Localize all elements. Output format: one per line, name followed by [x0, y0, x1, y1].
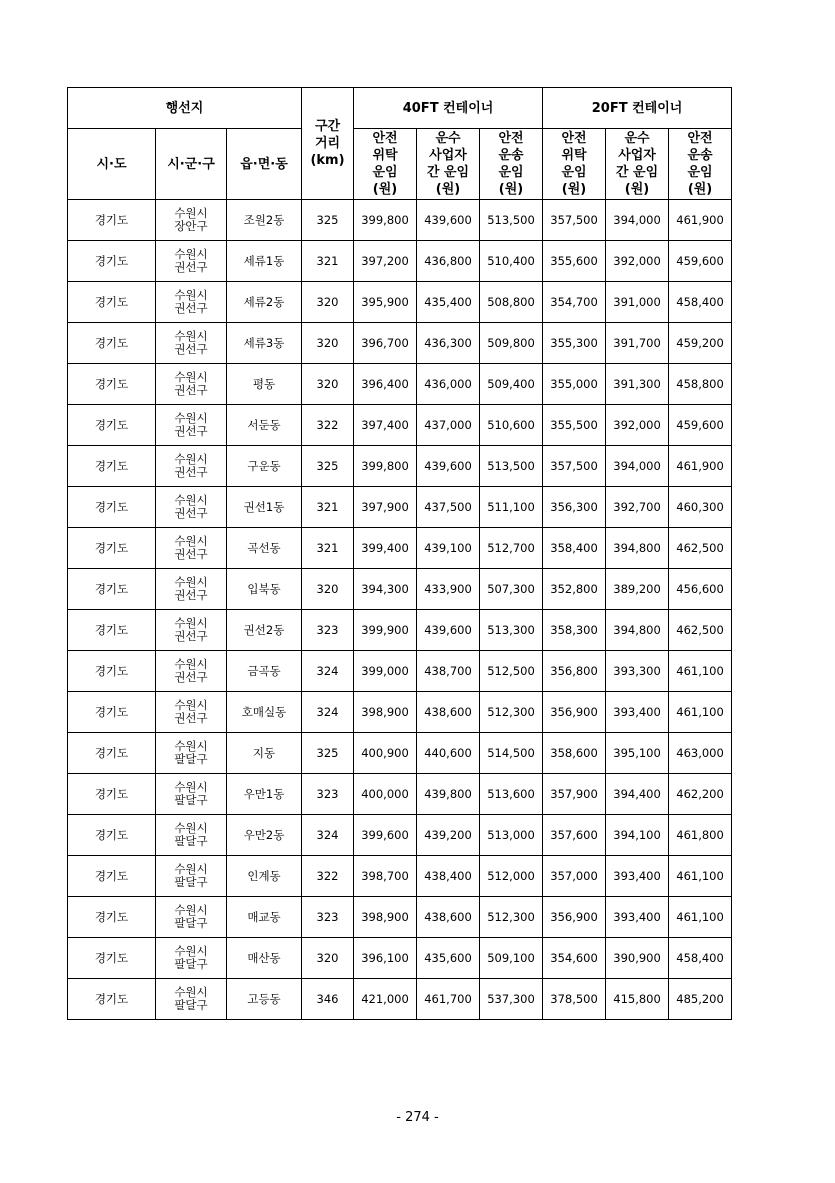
cell-20ft-transport-rate: 459,200 — [669, 323, 732, 364]
cell-sido: 경기도 — [68, 979, 156, 1020]
cell-distance-km: 325 — [302, 446, 354, 487]
cell-sido: 경기도 — [68, 241, 156, 282]
cell-sigungu: 수원시 권선구 — [156, 282, 227, 323]
cell-40ft-carrier-rate: 439,600 — [417, 446, 480, 487]
table-row — [68, 323, 732, 364]
cell-20ft-trust-rate: 357,500 — [543, 200, 606, 241]
cell-40ft-transport-rate: 511,100 — [480, 487, 543, 528]
cell-dong: 조원2동 — [227, 200, 302, 241]
cell-20ft-transport-rate: 461,100 — [669, 692, 732, 733]
cell-40ft-trust-rate: 396,400 — [354, 364, 417, 405]
cell-40ft-trust-rate: 396,700 — [354, 323, 417, 364]
cell-20ft-carrier-rate: 394,800 — [606, 528, 669, 569]
cell-20ft-carrier-rate: 391,300 — [606, 364, 669, 405]
cell-20ft-carrier-rate: 394,000 — [606, 446, 669, 487]
cell-distance-km: 321 — [302, 487, 354, 528]
cell-40ft-trust-rate: 397,400 — [354, 405, 417, 446]
cell-distance-km: 320 — [302, 323, 354, 364]
cell-dong: 서둔동 — [227, 405, 302, 446]
cell-20ft-transport-rate: 458,400 — [669, 282, 732, 323]
cell-40ft-transport-rate: 513,500 — [480, 200, 543, 241]
cell-40ft-carrier-rate: 439,200 — [417, 815, 480, 856]
cell-40ft-carrier-rate: 461,700 — [417, 979, 480, 1020]
cell-sido: 경기도 — [68, 200, 156, 241]
cell-20ft-carrier-rate: 393,400 — [606, 692, 669, 733]
cell-20ft-carrier-rate: 391,700 — [606, 323, 669, 364]
cell-20ft-trust-rate: 357,500 — [543, 446, 606, 487]
cell-20ft-carrier-rate: 394,100 — [606, 815, 669, 856]
cell-20ft-transport-rate: 459,600 — [669, 405, 732, 446]
cell-dong: 세류3동 — [227, 323, 302, 364]
cell-sido: 경기도 — [68, 487, 156, 528]
cell-20ft-trust-rate: 378,500 — [543, 979, 606, 1020]
cell-20ft-carrier-rate: 394,400 — [606, 774, 669, 815]
cell-sido: 경기도 — [68, 692, 156, 733]
header-distance: 구간 거리 (km) — [302, 88, 354, 200]
cell-distance-km: 320 — [302, 938, 354, 979]
cell-40ft-carrier-rate: 436,000 — [417, 364, 480, 405]
cell-40ft-trust-rate: 398,900 — [354, 897, 417, 938]
header-origin: 행선지 — [68, 88, 302, 129]
cell-40ft-transport-rate: 509,400 — [480, 364, 543, 405]
cell-40ft-carrier-rate: 438,400 — [417, 856, 480, 897]
cell-40ft-transport-rate: 512,300 — [480, 692, 543, 733]
cell-dong: 세류2동 — [227, 282, 302, 323]
cell-40ft-trust-rate: 398,900 — [354, 692, 417, 733]
cell-20ft-transport-rate: 462,500 — [669, 528, 732, 569]
cell-dong: 호매실동 — [227, 692, 302, 733]
cell-dong: 곡선동 — [227, 528, 302, 569]
table-header-row-2 — [68, 129, 732, 200]
cell-20ft-carrier-rate: 394,800 — [606, 610, 669, 651]
cell-20ft-carrier-rate: 389,200 — [606, 569, 669, 610]
cell-sigungu: 수원시 팔달구 — [156, 733, 227, 774]
cell-40ft-transport-rate: 513,500 — [480, 446, 543, 487]
cell-distance-km: 325 — [302, 733, 354, 774]
header-sigungu: 시·군·구 — [156, 129, 227, 200]
table-row — [68, 733, 732, 774]
cell-40ft-trust-rate: 397,200 — [354, 241, 417, 282]
cell-40ft-carrier-rate: 439,600 — [417, 610, 480, 651]
cell-40ft-trust-rate: 400,000 — [354, 774, 417, 815]
header-20ft-transport-rate: 안전 운송 운임 (원) — [669, 129, 732, 200]
cell-40ft-trust-rate: 398,700 — [354, 856, 417, 897]
table-row — [68, 282, 732, 323]
cell-40ft-transport-rate: 514,500 — [480, 733, 543, 774]
cell-20ft-trust-rate: 356,300 — [543, 487, 606, 528]
cell-40ft-trust-rate: 394,300 — [354, 569, 417, 610]
cell-sido: 경기도 — [68, 405, 156, 446]
cell-40ft-trust-rate: 397,900 — [354, 487, 417, 528]
cell-distance-km: 321 — [302, 241, 354, 282]
cell-40ft-trust-rate: 396,100 — [354, 938, 417, 979]
cell-dong: 권선2동 — [227, 610, 302, 651]
cell-40ft-trust-rate: 399,000 — [354, 651, 417, 692]
cell-dong: 금곡동 — [227, 651, 302, 692]
cell-20ft-trust-rate: 358,300 — [543, 610, 606, 651]
cell-sigungu: 수원시 팔달구 — [156, 979, 227, 1020]
cell-40ft-transport-rate: 508,800 — [480, 282, 543, 323]
cell-40ft-trust-rate: 421,000 — [354, 979, 417, 1020]
page-number: - 274 - — [396, 1110, 439, 1125]
cell-sigungu: 수원시 권선구 — [156, 487, 227, 528]
cell-40ft-transport-rate: 512,700 — [480, 528, 543, 569]
cell-40ft-transport-rate: 507,300 — [480, 569, 543, 610]
cell-sigungu: 수원시 권선구 — [156, 323, 227, 364]
table-row — [68, 200, 732, 241]
cell-20ft-trust-rate: 354,600 — [543, 938, 606, 979]
cell-sido: 경기도 — [68, 815, 156, 856]
cell-20ft-carrier-rate: 415,800 — [606, 979, 669, 1020]
cell-distance-km: 323 — [302, 897, 354, 938]
cell-sigungu: 수원시 팔달구 — [156, 856, 227, 897]
cell-40ft-carrier-rate: 438,700 — [417, 651, 480, 692]
cell-distance-km: 324 — [302, 815, 354, 856]
cell-40ft-carrier-rate: 438,600 — [417, 897, 480, 938]
cell-40ft-transport-rate: 510,400 — [480, 241, 543, 282]
cell-sigungu: 수원시 권선구 — [156, 569, 227, 610]
table-row — [68, 815, 732, 856]
cell-sigungu: 수원시 장안구 — [156, 200, 227, 241]
cell-40ft-trust-rate: 399,800 — [354, 446, 417, 487]
cell-40ft-trust-rate: 399,400 — [354, 528, 417, 569]
cell-sido: 경기도 — [68, 651, 156, 692]
cell-dong: 고등동 — [227, 979, 302, 1020]
table-row — [68, 364, 732, 405]
cell-20ft-trust-rate: 356,800 — [543, 651, 606, 692]
cell-sigungu: 수원시 권선구 — [156, 446, 227, 487]
cell-40ft-carrier-rate: 437,500 — [417, 487, 480, 528]
cell-20ft-carrier-rate: 390,900 — [606, 938, 669, 979]
cell-distance-km: 320 — [302, 282, 354, 323]
cell-20ft-transport-rate: 461,900 — [669, 200, 732, 241]
cell-sigungu: 수원시 권선구 — [156, 651, 227, 692]
cell-sigungu: 수원시 권선구 — [156, 610, 227, 651]
cell-sigungu: 수원시 권선구 — [156, 528, 227, 569]
cell-40ft-transport-rate: 513,000 — [480, 815, 543, 856]
cell-dong: 구운동 — [227, 446, 302, 487]
cell-40ft-carrier-rate: 439,600 — [417, 200, 480, 241]
cell-20ft-transport-rate: 459,600 — [669, 241, 732, 282]
table-row — [68, 610, 732, 651]
cell-20ft-trust-rate: 352,800 — [543, 569, 606, 610]
cell-20ft-carrier-rate: 394,000 — [606, 200, 669, 241]
cell-dong: 우만2동 — [227, 815, 302, 856]
cell-40ft-carrier-rate: 440,600 — [417, 733, 480, 774]
table-row — [68, 651, 732, 692]
cell-40ft-transport-rate: 509,800 — [480, 323, 543, 364]
cell-40ft-carrier-rate: 435,600 — [417, 938, 480, 979]
cell-20ft-transport-rate: 485,200 — [669, 979, 732, 1020]
header-40ft-container: 40FT 컨테이너 — [354, 88, 543, 129]
cell-distance-km: 323 — [302, 774, 354, 815]
table-row — [68, 405, 732, 446]
cell-sigungu: 수원시 권선구 — [156, 405, 227, 446]
cell-sido: 경기도 — [68, 569, 156, 610]
table-row — [68, 938, 732, 979]
cell-distance-km: 324 — [302, 651, 354, 692]
cell-sigungu: 수원시 권선구 — [156, 692, 227, 733]
cell-distance-km: 325 — [302, 200, 354, 241]
cell-40ft-carrier-rate: 438,600 — [417, 692, 480, 733]
cell-distance-km: 320 — [302, 364, 354, 405]
cell-dong: 매교동 — [227, 897, 302, 938]
cell-sigungu: 수원시 팔달구 — [156, 897, 227, 938]
cell-sido: 경기도 — [68, 282, 156, 323]
header-20ft-container: 20FT 컨테이너 — [543, 88, 732, 129]
table-row — [68, 692, 732, 733]
cell-20ft-trust-rate: 356,900 — [543, 692, 606, 733]
cell-20ft-trust-rate: 356,900 — [543, 897, 606, 938]
cell-20ft-trust-rate: 358,400 — [543, 528, 606, 569]
header-40ft-carrier-rate: 운수 사업자 간 운임 (원) — [417, 129, 480, 200]
cell-sido: 경기도 — [68, 733, 156, 774]
table-row — [68, 774, 732, 815]
header-40ft-transport-rate: 안전 운송 운임 (원) — [480, 129, 543, 200]
cell-40ft-transport-rate: 512,300 — [480, 897, 543, 938]
cell-20ft-trust-rate: 354,700 — [543, 282, 606, 323]
header-20ft-carrier-rate: 운수 사업자 간 운임 (원) — [606, 129, 669, 200]
cell-dong: 입북동 — [227, 569, 302, 610]
cell-40ft-trust-rate: 400,900 — [354, 733, 417, 774]
cell-sido: 경기도 — [68, 528, 156, 569]
cell-20ft-carrier-rate: 393,400 — [606, 897, 669, 938]
cell-dong: 인계동 — [227, 856, 302, 897]
cell-40ft-transport-rate: 513,600 — [480, 774, 543, 815]
cell-20ft-transport-rate: 462,200 — [669, 774, 732, 815]
cell-20ft-transport-rate: 463,000 — [669, 733, 732, 774]
cell-40ft-transport-rate: 513,300 — [480, 610, 543, 651]
cell-sido: 경기도 — [68, 446, 156, 487]
cell-distance-km: 323 — [302, 610, 354, 651]
cell-40ft-transport-rate: 512,500 — [480, 651, 543, 692]
cell-distance-km: 321 — [302, 528, 354, 569]
cell-20ft-transport-rate: 462,500 — [669, 610, 732, 651]
cell-sido: 경기도 — [68, 323, 156, 364]
cell-sido: 경기도 — [68, 364, 156, 405]
table-row — [68, 528, 732, 569]
cell-distance-km: 322 — [302, 405, 354, 446]
table-row — [68, 446, 732, 487]
cell-sido: 경기도 — [68, 856, 156, 897]
cell-40ft-trust-rate: 395,900 — [354, 282, 417, 323]
cell-dong: 매산동 — [227, 938, 302, 979]
cell-20ft-carrier-rate: 392,000 — [606, 405, 669, 446]
cell-dong: 권선1동 — [227, 487, 302, 528]
table-row — [68, 979, 732, 1020]
table-header-row-1 — [68, 88, 732, 129]
cell-20ft-transport-rate: 461,900 — [669, 446, 732, 487]
cell-20ft-transport-rate: 461,800 — [669, 815, 732, 856]
cell-sido: 경기도 — [68, 774, 156, 815]
cell-40ft-carrier-rate: 436,800 — [417, 241, 480, 282]
cell-40ft-trust-rate: 399,600 — [354, 815, 417, 856]
cell-distance-km: 322 — [302, 856, 354, 897]
cell-dong: 평동 — [227, 364, 302, 405]
cell-sigungu: 수원시 팔달구 — [156, 815, 227, 856]
table-row — [68, 241, 732, 282]
header-40ft-trust-rate: 안전 위탁 운임 (원) — [354, 129, 417, 200]
cell-40ft-carrier-rate: 439,800 — [417, 774, 480, 815]
cell-40ft-carrier-rate: 437,000 — [417, 405, 480, 446]
cell-40ft-carrier-rate: 435,400 — [417, 282, 480, 323]
cell-40ft-trust-rate: 399,800 — [354, 200, 417, 241]
header-20ft-trust-rate: 안전 위탁 운임 (원) — [543, 129, 606, 200]
cell-20ft-carrier-rate: 393,400 — [606, 856, 669, 897]
cell-sigungu: 수원시 팔달구 — [156, 938, 227, 979]
cell-dong: 지동 — [227, 733, 302, 774]
cell-20ft-trust-rate: 357,000 — [543, 856, 606, 897]
cell-sigungu: 수원시 팔달구 — [156, 774, 227, 815]
cell-sigungu: 수원시 권선구 — [156, 364, 227, 405]
cell-20ft-transport-rate: 458,400 — [669, 938, 732, 979]
cell-40ft-carrier-rate: 433,900 — [417, 569, 480, 610]
table-row — [68, 569, 732, 610]
cell-40ft-trust-rate: 399,900 — [354, 610, 417, 651]
cell-20ft-trust-rate: 355,000 — [543, 364, 606, 405]
cell-20ft-transport-rate: 458,800 — [669, 364, 732, 405]
cell-20ft-trust-rate: 358,600 — [543, 733, 606, 774]
cell-dong: 세류1동 — [227, 241, 302, 282]
table-body — [68, 200, 732, 1020]
cell-20ft-carrier-rate: 392,000 — [606, 241, 669, 282]
table-row — [68, 897, 732, 938]
cell-20ft-carrier-rate: 393,300 — [606, 651, 669, 692]
cell-20ft-transport-rate: 461,100 — [669, 897, 732, 938]
cell-40ft-transport-rate: 509,100 — [480, 938, 543, 979]
cell-distance-km: 346 — [302, 979, 354, 1020]
cell-40ft-transport-rate: 537,300 — [480, 979, 543, 1020]
cell-dong: 우만1동 — [227, 774, 302, 815]
cell-sido: 경기도 — [68, 610, 156, 651]
cell-sido: 경기도 — [68, 938, 156, 979]
cell-distance-km: 324 — [302, 692, 354, 733]
cell-40ft-carrier-rate: 439,100 — [417, 528, 480, 569]
header-sido: 시·도 — [68, 129, 156, 200]
cell-20ft-carrier-rate: 391,000 — [606, 282, 669, 323]
cell-20ft-transport-rate: 461,100 — [669, 856, 732, 897]
cell-40ft-transport-rate: 510,600 — [480, 405, 543, 446]
cell-20ft-trust-rate: 355,500 — [543, 405, 606, 446]
cell-20ft-trust-rate: 355,300 — [543, 323, 606, 364]
cell-20ft-carrier-rate: 395,100 — [606, 733, 669, 774]
cell-20ft-carrier-rate: 392,700 — [606, 487, 669, 528]
cell-sigungu: 수원시 권선구 — [156, 241, 227, 282]
table-row — [68, 856, 732, 897]
cell-20ft-trust-rate: 355,600 — [543, 241, 606, 282]
cell-40ft-carrier-rate: 436,300 — [417, 323, 480, 364]
cell-20ft-transport-rate: 456,600 — [669, 569, 732, 610]
cell-distance-km: 320 — [302, 569, 354, 610]
cell-20ft-trust-rate: 357,900 — [543, 774, 606, 815]
cell-sido: 경기도 — [68, 897, 156, 938]
header-eupmyeondong: 읍·면·동 — [227, 129, 302, 200]
cell-20ft-transport-rate: 460,300 — [669, 487, 732, 528]
freight-rate-table — [67, 87, 732, 1020]
cell-20ft-trust-rate: 357,600 — [543, 815, 606, 856]
cell-20ft-transport-rate: 461,100 — [669, 651, 732, 692]
table-row — [68, 487, 732, 528]
cell-40ft-transport-rate: 512,000 — [480, 856, 543, 897]
